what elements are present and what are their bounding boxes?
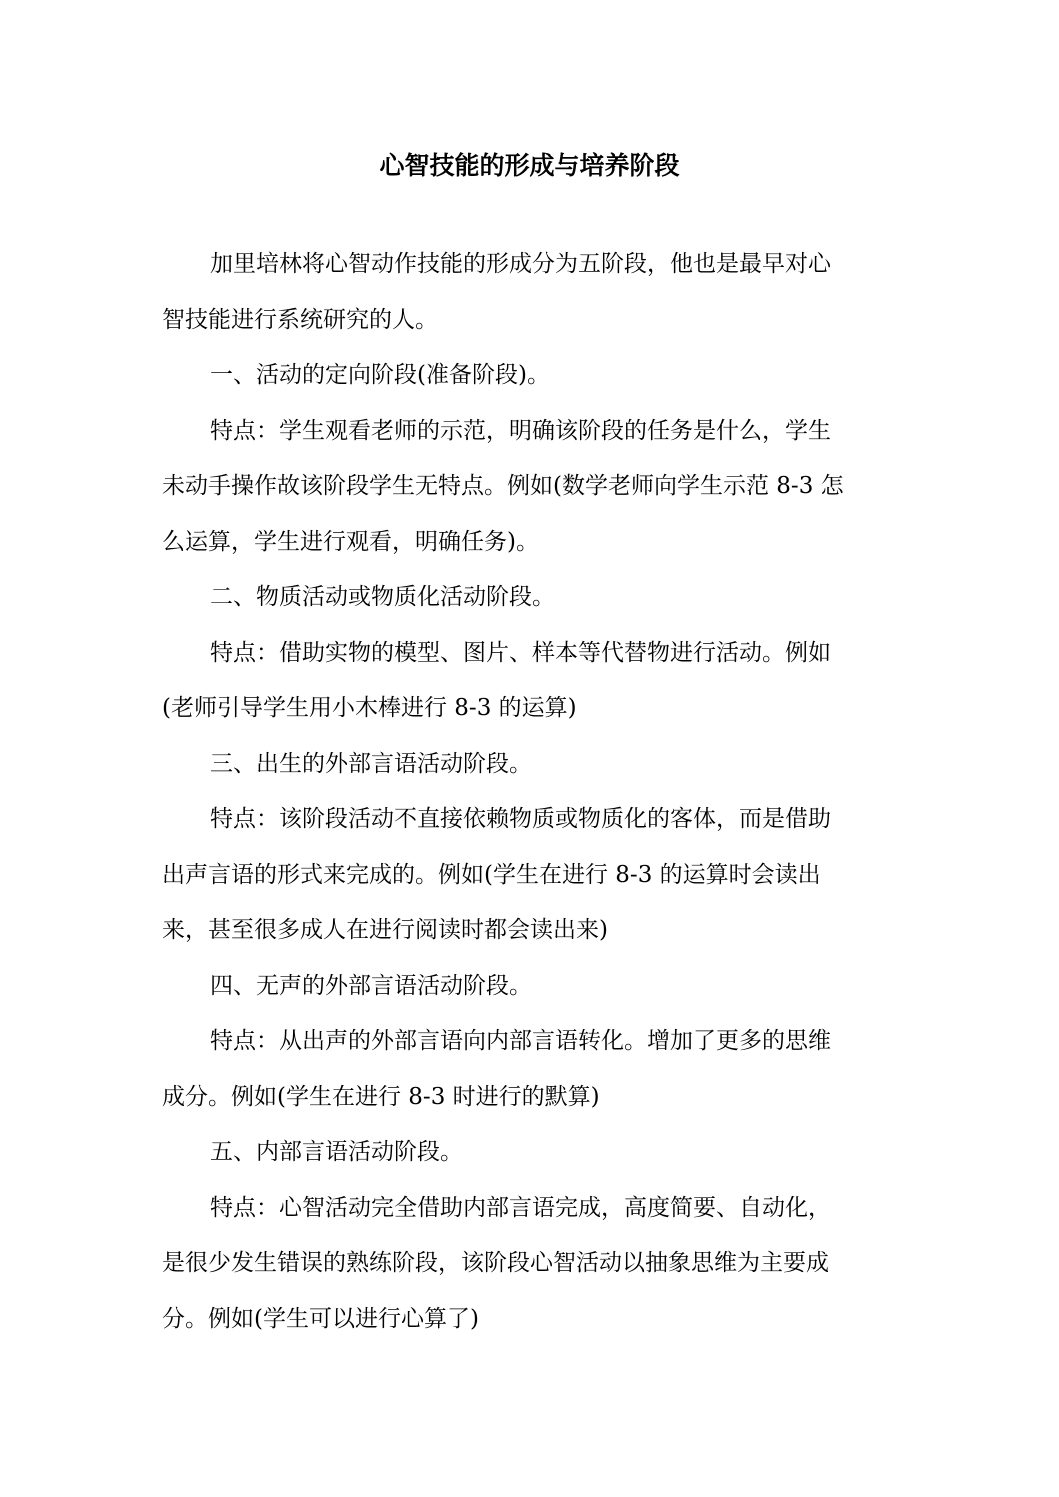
- paragraph-line: 特点：学生观看老师的示范，明确该阶段的任务是什么，学生: [210, 417, 831, 444]
- paragraph-line: 五、内部言语活动阶段。: [210, 1139, 463, 1165]
- paragraph-stage-4-feature: [162, 1014, 890, 1125]
- document-body: [162, 237, 890, 1347]
- paragraph-line: 加里培林将心智动作技能的形成分为五阶段，他也是最早对心: [210, 251, 831, 277]
- paragraph-intro: [162, 237, 890, 348]
- paragraph-line: 么运算，学生进行观看，明确任务)。: [162, 528, 539, 555]
- paragraph-stage-2: [162, 570, 890, 626]
- paragraph-stage-5-feature: [162, 1181, 890, 1348]
- paragraph-line: (老师引导学生用小木棒进行 8-3 的运算): [162, 695, 577, 721]
- paragraph-stage-4: [162, 959, 890, 1015]
- paragraph-stage-2-feature: [162, 626, 890, 737]
- paragraph-line: 特点：借助实物的模型、图片、样本等代替物进行活动。例如: [210, 639, 831, 666]
- paragraph-line: 特点：心智活动完全借助内部言语完成，高度简要、自动化，: [210, 1194, 831, 1221]
- paragraph-line: 智技能进行系统研究的人。: [162, 306, 438, 333]
- paragraph-line: 成分。例如(学生在进行 8-3 时进行的默算): [162, 1083, 600, 1110]
- paragraph-line: 分。例如(学生可以进行心算了): [162, 1305, 479, 1332]
- paragraph-line: 是很少发生错误的熟练阶段，该阶段心智活动以抽象思维为主要成: [162, 1250, 829, 1276]
- document-title: 心智技能的形成与培养阶段: [379, 151, 680, 180]
- paragraph-line: 未动手操作故该阶段学生无特点。例如(数学老师向学生示范 8-3 怎: [162, 473, 844, 499]
- paragraph-line: 二、物质活动或物质化活动阶段。: [210, 584, 555, 610]
- paragraph-line: 四、无声的外部言语活动阶段。: [210, 972, 532, 999]
- paragraph-line: 来，甚至很多成人在进行阅读时都会读出来): [162, 917, 608, 943]
- paragraph-stage-5: [162, 1125, 890, 1181]
- paragraph-stage-3-feature: [162, 792, 890, 959]
- paragraph-line: 特点：从出声的外部言语向内部言语转化。增加了更多的思维: [210, 1028, 831, 1054]
- paragraph-stage-1-feature: [162, 404, 890, 571]
- paragraph-line: 出声言语的形式来完成的。例如(学生在进行 8-3 的运算时会读出: [162, 861, 821, 888]
- paragraph-stage-3: [162, 737, 890, 793]
- paragraph-line: 特点：该阶段活动不直接依赖物质或物质化的客体，而是借助: [210, 806, 831, 832]
- paragraph-line: 三、出生的外部言语活动阶段。: [210, 750, 532, 777]
- paragraph-stage-1: [162, 348, 890, 404]
- paragraph-line: 一、活动的定向阶段(准备阶段)。: [210, 362, 550, 388]
